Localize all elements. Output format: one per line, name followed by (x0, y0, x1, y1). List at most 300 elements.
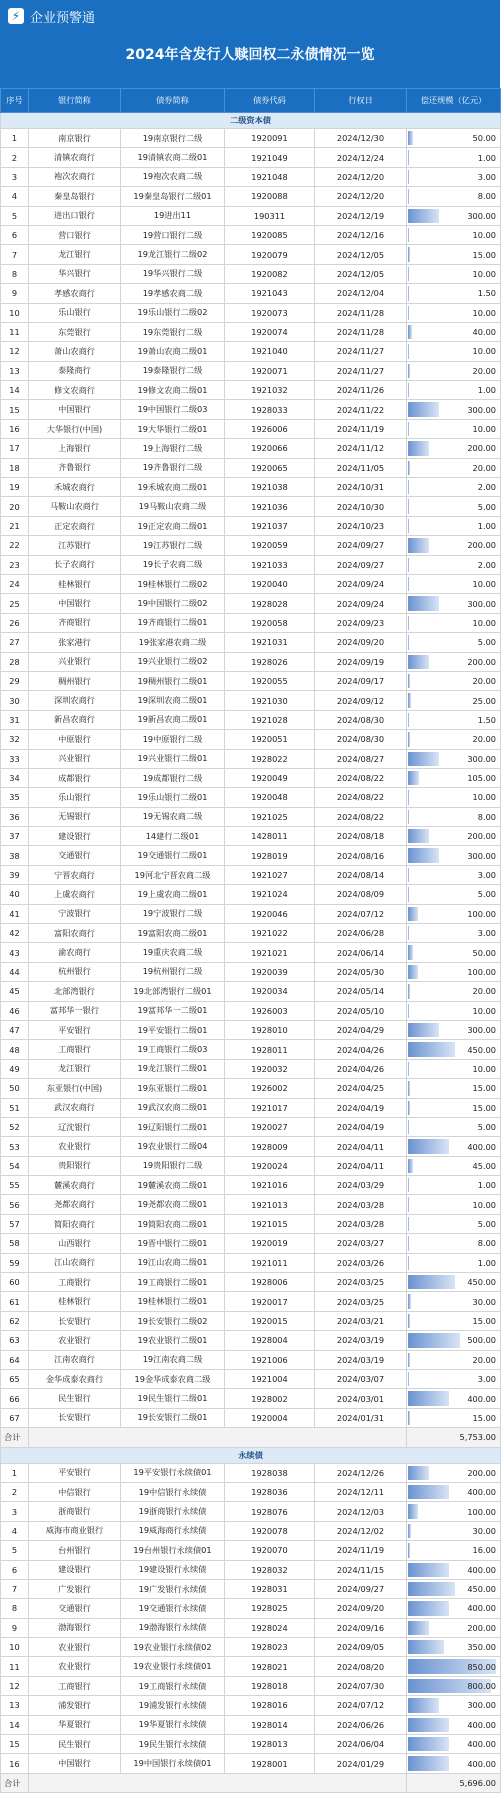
bank-name-cell: 威海市商业银行 (29, 1521, 121, 1540)
exercise-date-cell: 2024/10/23 (315, 516, 407, 535)
amount-bar (408, 1023, 439, 1037)
amount-bar (408, 1718, 449, 1732)
table-row (1, 1253, 501, 1272)
bond-name-cell: 19乐山银行二级02 (121, 303, 225, 322)
amount-bar (408, 829, 429, 843)
bond-code-cell: 1928032 (225, 1560, 315, 1579)
bond-code-cell: 1921004 (225, 1370, 315, 1389)
bank-name-cell: 乐山银行 (29, 788, 121, 807)
bond-name-cell: 19农业银行二级04 (121, 1137, 225, 1156)
table-row (1, 1195, 501, 1214)
table-row (1, 1234, 501, 1253)
bond-code-cell: 1920027 (225, 1117, 315, 1136)
table-row (1, 419, 501, 438)
amount-bar (408, 771, 419, 785)
table-row (1, 1214, 501, 1233)
row-index-cell: 6 (1, 1560, 29, 1579)
exercise-date-cell: 2024/04/19 (315, 1098, 407, 1117)
row-index-cell: 23 (1, 555, 29, 574)
bond-code-cell: 1921025 (225, 807, 315, 826)
amount-bar (408, 1333, 460, 1347)
bond-code-cell: 1921021 (225, 943, 315, 962)
section-header-row (1, 1447, 501, 1463)
bond-name-cell: 19南京银行二级 (121, 129, 225, 148)
row-index-cell: 26 (1, 613, 29, 632)
exercise-date-cell: 2024/03/01 (315, 1389, 407, 1408)
amount-value: 200.00 (467, 1468, 496, 1478)
amount-cell (407, 807, 501, 826)
exercise-date-cell: 2024/10/31 (315, 478, 407, 497)
row-index-cell: 15 (1, 1735, 29, 1754)
table-row (1, 1389, 501, 1408)
amount-cell (407, 478, 501, 497)
row-index-cell: 53 (1, 1137, 29, 1156)
exercise-date-cell: 2024/11/19 (315, 1541, 407, 1560)
table-row (1, 439, 501, 458)
col-header-bond-name: 债券简称 (121, 89, 225, 113)
bond-code-cell: 1920049 (225, 768, 315, 787)
row-index-cell: 4 (1, 1521, 29, 1540)
bank-name-cell: 华夏银行 (29, 1715, 121, 1734)
col-header-bank: 银行简称 (29, 89, 121, 113)
bank-name-cell: 齐鲁银行 (29, 458, 121, 477)
amount-cell (407, 1754, 501, 1773)
amount-cell (407, 1040, 501, 1059)
amount-bar (408, 189, 409, 203)
bond-code-cell: 1920082 (225, 264, 315, 283)
amount-bar (408, 965, 418, 979)
amount-value: 5.00 (478, 502, 496, 512)
bond-name-cell: 19建设银行永续债 (121, 1560, 225, 1579)
table-row (1, 478, 501, 497)
bond-code-cell: 1928004 (225, 1331, 315, 1350)
row-index-cell: 1 (1, 129, 29, 148)
table-body (1, 113, 501, 1793)
exercise-date-cell: 2024/09/23 (315, 613, 407, 632)
amount-bar (408, 1466, 429, 1480)
table-row (1, 1754, 501, 1773)
bank-name-cell: 长安银行 (29, 1311, 121, 1330)
row-index-cell: 3 (1, 1502, 29, 1521)
table-row (1, 1482, 501, 1501)
amount-bar (408, 1543, 410, 1557)
bank-name-cell: 长安银行 (29, 1408, 121, 1427)
amount-bar (408, 1601, 449, 1615)
amount-value: 300.00 (467, 1025, 496, 1035)
table-row (1, 129, 501, 148)
exercise-date-cell: 2024/04/26 (315, 1059, 407, 1078)
amount-cell (407, 303, 501, 322)
amount-bar (408, 247, 410, 261)
bond-name-cell: 19浦发银行永续债 (121, 1696, 225, 1715)
bond-code-cell: 1928024 (225, 1618, 315, 1637)
exercise-date-cell: 2024/09/05 (315, 1638, 407, 1657)
bank-name-cell: 上虞农商行 (29, 885, 121, 904)
amount-value: 20.00 (473, 463, 496, 473)
amount-value: 5.00 (478, 889, 496, 899)
bond-code-cell: 1920046 (225, 904, 315, 923)
amount-bar (408, 674, 410, 688)
row-index-cell: 16 (1, 1754, 29, 1773)
row-index-cell: 14 (1, 381, 29, 400)
row-index-cell: 60 (1, 1273, 29, 1292)
amount-bar (408, 1391, 449, 1405)
amount-bar (408, 1640, 444, 1654)
bond-code-cell: 1928011 (225, 1040, 315, 1059)
bank-name-cell: 浦发银行 (29, 1696, 121, 1715)
amount-value: 10.00 (473, 1006, 496, 1016)
amount-cell (407, 400, 501, 419)
bank-name-cell: 孝感农商行 (29, 284, 121, 303)
bank-name-cell: 正定农商行 (29, 516, 121, 535)
bond-code-cell: 1920079 (225, 245, 315, 264)
amount-bar (408, 693, 411, 707)
bank-name-cell: 泰隆商行 (29, 361, 121, 380)
table-row (1, 904, 501, 923)
exercise-date-cell: 2024/12/16 (315, 225, 407, 244)
amount-value: 850.00 (467, 1662, 496, 1672)
amount-value: 45.00 (473, 1161, 496, 1171)
bond-name-cell: 19简阳农商二级01 (121, 1214, 225, 1233)
col-header-exercise-date: 行权日 (315, 89, 407, 113)
bank-name-cell: 兴业银行 (29, 749, 121, 768)
table-row (1, 1331, 501, 1350)
bond-code-cell: 1928022 (225, 749, 315, 768)
table-row (1, 962, 501, 981)
table-row (1, 1696, 501, 1715)
bond-name-cell: 19平安银行二级01 (121, 1020, 225, 1039)
amount-cell (407, 1059, 501, 1078)
bond-name-cell: 19民生银行永续债 (121, 1735, 225, 1754)
bond-name-cell: 19齐鲁银行二级 (121, 458, 225, 477)
bond-code-cell: 190311 (225, 206, 315, 225)
amount-value: 15.00 (473, 1316, 496, 1326)
table-row (1, 943, 501, 962)
row-index-cell: 32 (1, 730, 29, 749)
table-row (1, 982, 501, 1001)
bank-name-cell: 贵阳银行 (29, 1156, 121, 1175)
amount-bar (408, 461, 410, 475)
bond-name-cell: 19稠州银行二级01 (121, 671, 225, 690)
bond-code-cell: 1921040 (225, 342, 315, 361)
bank-name-cell: 宁波银行 (29, 904, 121, 923)
bond-name-cell: 19农业银行永续债02 (121, 1638, 225, 1657)
table-row (1, 1541, 501, 1560)
amount-cell (407, 691, 501, 710)
amount-value: 450.00 (467, 1045, 496, 1055)
table-row (1, 710, 501, 729)
bond-name-cell: 19民生银行二级01 (121, 1389, 225, 1408)
amount-cell (407, 1389, 501, 1408)
row-index-cell: 43 (1, 943, 29, 962)
amount-value: 10.00 (473, 792, 496, 802)
exercise-date-cell: 2024/09/12 (315, 691, 407, 710)
row-index-cell: 48 (1, 1040, 29, 1059)
amount-value: 10.00 (473, 424, 496, 434)
bond-name-cell: 19中国银行二级03 (121, 400, 225, 419)
bond-code-cell: 1921038 (225, 478, 315, 497)
amount-value: 10.00 (473, 269, 496, 279)
row-index-cell: 14 (1, 1715, 29, 1734)
bank-name-cell: 麓溪农商行 (29, 1176, 121, 1195)
amount-value: 1.00 (478, 385, 496, 395)
amount-value: 100.00 (467, 1507, 496, 1517)
amount-bar (408, 267, 409, 281)
table-header-row (1, 89, 501, 113)
bond-name-cell: 19东莞银行二级 (121, 322, 225, 341)
amount-cell (407, 1098, 501, 1117)
row-index-cell: 25 (1, 594, 29, 613)
exercise-date-cell: 2024/12/02 (315, 1521, 407, 1540)
bond-table (0, 88, 501, 1793)
bank-name-cell: 东莞银行 (29, 322, 121, 341)
total-row (1, 1428, 501, 1447)
col-header-bond-code: 债券代码 (225, 89, 315, 113)
row-index-cell: 15 (1, 400, 29, 419)
col-header-amount: 偿还规模（亿元） (407, 89, 501, 113)
bond-code-cell: 1928014 (225, 1715, 315, 1734)
bond-code-cell: 1921016 (225, 1176, 315, 1195)
bond-code-cell: 1921030 (225, 691, 315, 710)
table-row (1, 594, 501, 613)
amount-cell (407, 458, 501, 477)
bond-code-cell: 1928018 (225, 1676, 315, 1695)
bond-code-cell: 1920078 (225, 1521, 315, 1540)
exercise-date-cell: 2024/09/20 (315, 633, 407, 652)
bond-name-cell: 19乐山银行二级01 (121, 788, 225, 807)
row-index-cell: 4 (1, 187, 29, 206)
bond-code-cell: 1921006 (225, 1350, 315, 1369)
bond-code-cell: 1920024 (225, 1156, 315, 1175)
amount-bar (408, 131, 413, 145)
exercise-date-cell: 2024/03/19 (315, 1331, 407, 1350)
amount-cell (407, 1020, 501, 1039)
amount-value: 300.00 (467, 754, 496, 764)
amount-bar (408, 1081, 410, 1095)
table-row (1, 284, 501, 303)
exercise-date-cell: 2024/09/24 (315, 574, 407, 593)
amount-cell (407, 710, 501, 729)
amount-cell (407, 1331, 501, 1350)
amount-value: 25.00 (473, 696, 496, 706)
row-index-cell: 10 (1, 303, 29, 322)
amount-bar (408, 1485, 449, 1499)
amount-cell (407, 671, 501, 690)
amount-cell (407, 1156, 501, 1175)
amount-cell (407, 574, 501, 593)
row-index-cell: 12 (1, 342, 29, 361)
bond-code-cell: 1921028 (225, 710, 315, 729)
amount-value: 15.00 (473, 1413, 496, 1423)
amount-value: 40.00 (473, 327, 496, 337)
bond-code-cell: 1921011 (225, 1253, 315, 1272)
bank-name-cell: 台州银行 (29, 1541, 121, 1560)
bank-name-cell: 农业银行 (29, 1331, 121, 1350)
exercise-date-cell: 2024/09/17 (315, 671, 407, 690)
bank-name-cell: 浙商银行 (29, 1502, 121, 1521)
bond-code-cell: 1928001 (225, 1754, 315, 1773)
exercise-date-cell: 2024/04/26 (315, 1040, 407, 1059)
bond-name-cell: 19交通银行二级01 (121, 846, 225, 865)
amount-cell (407, 225, 501, 244)
amount-cell (407, 1521, 501, 1540)
amount-value: 10.00 (473, 230, 496, 240)
bond-name-cell: 19进出11 (121, 206, 225, 225)
amount-value: 2.00 (478, 560, 496, 570)
bond-name-cell: 19孝感农商二级 (121, 284, 225, 303)
exercise-date-cell: 2024/08/20 (315, 1657, 407, 1676)
table-row (1, 1176, 501, 1195)
amount-bar (408, 907, 418, 921)
bond-code-cell: 1920073 (225, 303, 315, 322)
table-row (1, 536, 501, 555)
bond-name-cell: 19长安银行二级01 (121, 1408, 225, 1427)
amount-cell (407, 1676, 501, 1695)
amount-value: 20.00 (473, 986, 496, 996)
bank-name-cell: 深圳农商行 (29, 691, 121, 710)
exercise-date-cell: 2024/08/16 (315, 846, 407, 865)
amount-bar (408, 577, 409, 591)
bond-name-cell: 19齐商银行二级01 (121, 613, 225, 632)
amount-value: 400.00 (467, 1394, 496, 1404)
amount-bar (408, 364, 410, 378)
bank-name-cell: 江苏银行 (29, 536, 121, 555)
amount-bar (408, 1159, 413, 1173)
table-row (1, 342, 501, 361)
bank-name-cell: 袍次农商行 (29, 167, 121, 186)
table-row (1, 555, 501, 574)
amount-cell (407, 1117, 501, 1136)
total-label: 合计 (1, 1773, 29, 1792)
amount-cell (407, 342, 501, 361)
bond-code-cell: 1921017 (225, 1098, 315, 1117)
bank-name-cell: 稠州银行 (29, 671, 121, 690)
bond-name-cell: 19河北宁晋农商二级 (121, 865, 225, 884)
amount-bar (408, 1275, 455, 1289)
table-row (1, 633, 501, 652)
row-index-cell: 11 (1, 1657, 29, 1676)
amount-value: 8.00 (478, 1238, 496, 1248)
bond-name-cell: 19平安银行永续债01 (121, 1463, 225, 1482)
amount-value: 500.00 (467, 1335, 496, 1345)
table-row (1, 1676, 501, 1695)
bank-name-cell: 桂林银行 (29, 574, 121, 593)
bond-name-cell: 19辽阳银行二级01 (121, 1117, 225, 1136)
bank-name-cell: 平安银行 (29, 1463, 121, 1482)
amount-value: 100.00 (467, 909, 496, 919)
exercise-date-cell: 2024/12/20 (315, 187, 407, 206)
total-value: 5,696.00 (407, 1773, 501, 1792)
row-index-cell: 37 (1, 827, 29, 846)
row-index-cell: 10 (1, 1638, 29, 1657)
table-row (1, 865, 501, 884)
exercise-date-cell: 2024/12/05 (315, 264, 407, 283)
bond-name-cell: 19麓溪农商二级01 (121, 1176, 225, 1195)
bank-name-cell: 清镇农商行 (29, 148, 121, 167)
table-row (1, 846, 501, 865)
exercise-date-cell: 2024/09/27 (315, 1579, 407, 1598)
amount-value: 800.00 (467, 1681, 496, 1691)
row-index-cell: 62 (1, 1311, 29, 1330)
bond-name-cell: 19威海商行永续债 (121, 1521, 225, 1540)
amount-value: 200.00 (467, 831, 496, 841)
amount-value: 5.00 (478, 1122, 496, 1132)
bond-name-cell: 19龙江银行二级01 (121, 1059, 225, 1078)
exercise-date-cell: 2024/03/28 (315, 1195, 407, 1214)
amount-value: 10.00 (473, 579, 496, 589)
row-index-cell: 31 (1, 710, 29, 729)
row-index-cell: 33 (1, 749, 29, 768)
amount-bar (408, 1737, 449, 1751)
bond-name-cell: 19张家港农商二级 (121, 633, 225, 652)
amount-cell (407, 187, 501, 206)
bond-code-cell: 1928038 (225, 1463, 315, 1482)
bank-name-cell: 农业银行 (29, 1638, 121, 1657)
amount-bar (408, 732, 410, 746)
bank-name-cell: 渤海银行 (29, 1618, 121, 1637)
exercise-date-cell: 2024/10/30 (315, 497, 407, 516)
bond-name-cell: 19江南农商二级 (121, 1350, 225, 1369)
bond-code-cell: 1920065 (225, 458, 315, 477)
bank-name-cell: 无锡银行 (29, 807, 121, 826)
bond-code-cell: 1920074 (225, 322, 315, 341)
amount-bar (408, 1621, 429, 1635)
exercise-date-cell: 2024/03/21 (315, 1311, 407, 1330)
amount-cell (407, 1618, 501, 1637)
bond-name-cell: 19新昌农商二级01 (121, 710, 225, 729)
bond-code-cell: 1920055 (225, 671, 315, 690)
amount-value: 50.00 (473, 133, 496, 143)
bond-name-cell: 19上虞农商二级01 (121, 885, 225, 904)
amount-value: 10.00 (473, 1200, 496, 1210)
amount-bar (408, 1062, 409, 1076)
amount-bar (408, 1120, 409, 1134)
bond-name-cell: 19交通银行永续债 (121, 1599, 225, 1618)
bank-name-cell: 进出口银行 (29, 206, 121, 225)
amount-cell (407, 1408, 501, 1427)
bank-name-cell: 乐山银行 (29, 303, 121, 322)
exercise-date-cell: 2024/04/25 (315, 1079, 407, 1098)
bond-name-cell: 19桂林银行二级02 (121, 574, 225, 593)
bank-name-cell: 富阳农商行 (29, 924, 121, 943)
bond-name-cell: 19尧都农商二级01 (121, 1195, 225, 1214)
amount-cell (407, 497, 501, 516)
exercise-date-cell: 2024/12/04 (315, 284, 407, 303)
row-index-cell: 29 (1, 671, 29, 690)
exercise-date-cell: 2024/07/30 (315, 1676, 407, 1695)
bank-name-cell: 长子农商行 (29, 555, 121, 574)
bond-code-cell: 1921032 (225, 381, 315, 400)
table-row (1, 1117, 501, 1136)
table-row (1, 148, 501, 167)
amount-value: 8.00 (478, 191, 496, 201)
row-index-cell: 1 (1, 1463, 29, 1482)
amount-bar (408, 887, 409, 901)
amount-cell (407, 1599, 501, 1618)
bond-name-cell: 19深圳农商二级01 (121, 691, 225, 710)
amount-cell (407, 1253, 501, 1272)
row-index-cell: 2 (1, 1482, 29, 1501)
amount-bar (408, 790, 409, 804)
exercise-date-cell: 2024/11/22 (315, 400, 407, 419)
bond-code-cell: 1921049 (225, 148, 315, 167)
bond-name-cell: 19营口银行二级 (121, 225, 225, 244)
bank-name-cell: 工商银行 (29, 1040, 121, 1059)
exercise-date-cell: 2024/12/05 (315, 245, 407, 264)
bank-name-cell: 新昌农商行 (29, 710, 121, 729)
brand-name: 企业预警通 (30, 7, 95, 26)
bond-code-cell: 1920039 (225, 962, 315, 981)
